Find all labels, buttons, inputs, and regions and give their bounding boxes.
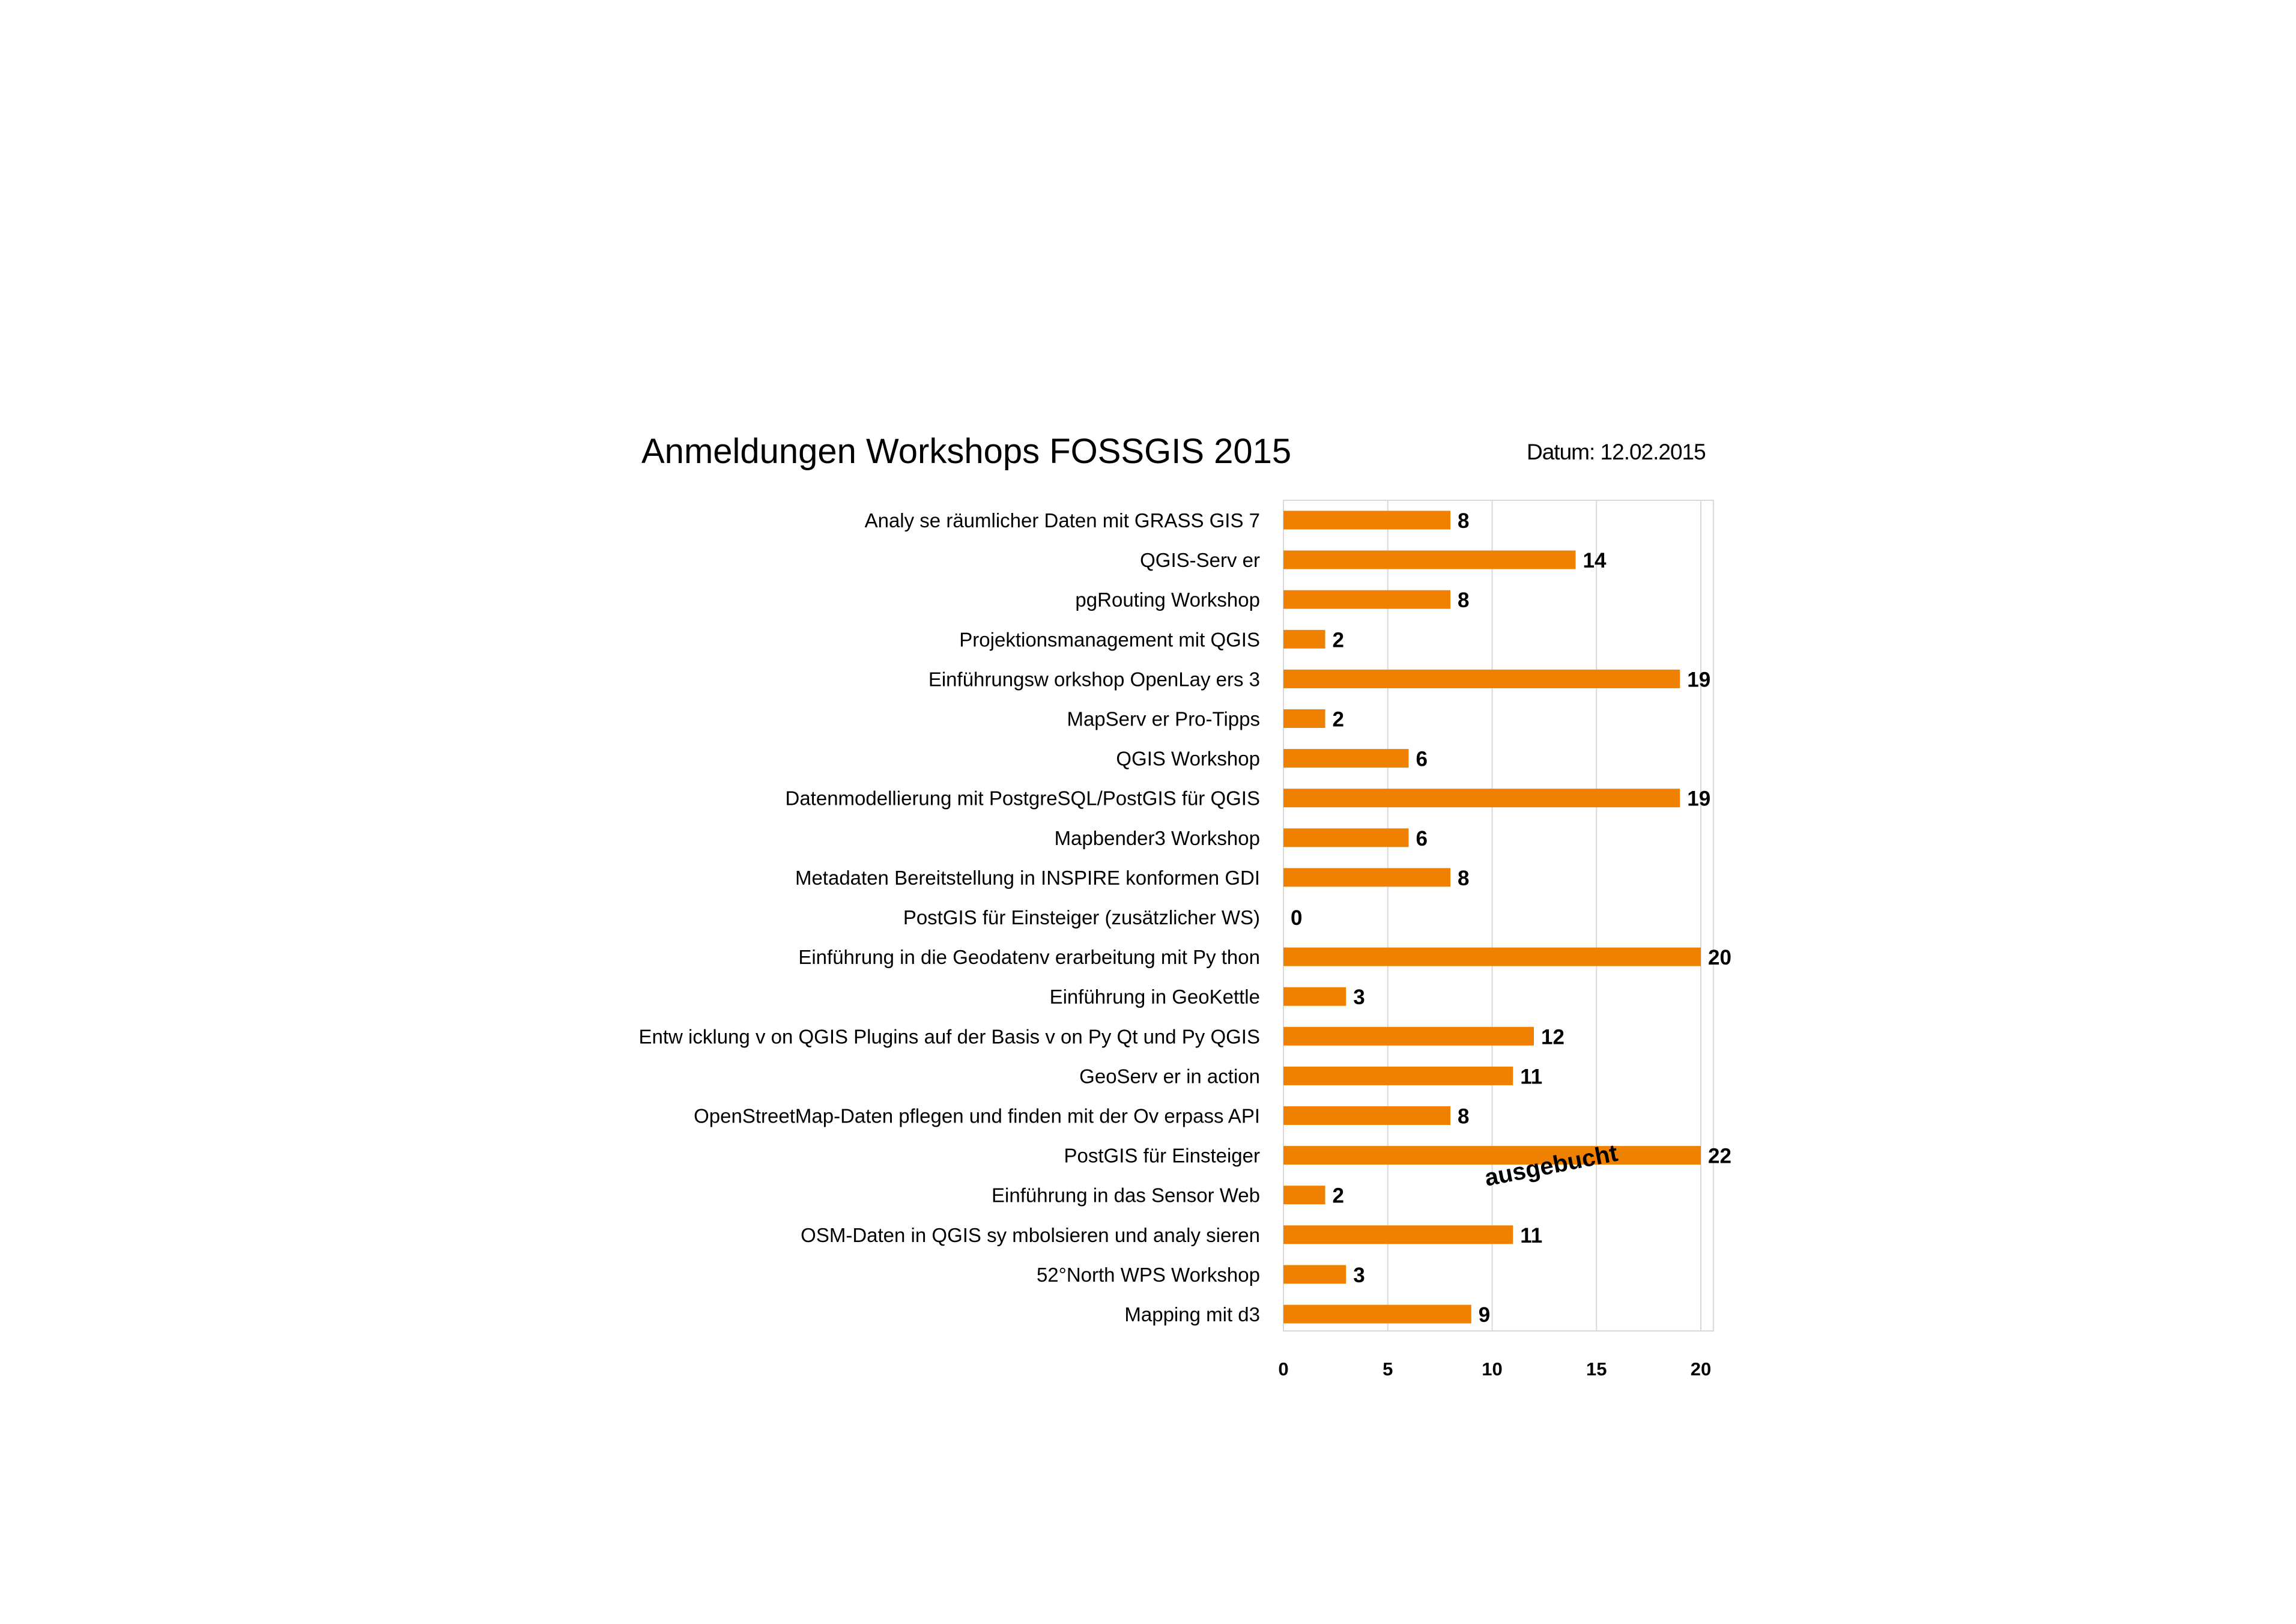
category-label: Einführung in das Sensor Web — [992, 1184, 1260, 1207]
value-label: 11 — [1520, 1223, 1543, 1247]
bar — [1283, 1225, 1513, 1244]
bar — [1283, 1067, 1513, 1085]
value-label: 8 — [1458, 589, 1470, 613]
bar — [1283, 987, 1346, 1006]
category-label: QGIS Workshop — [1116, 747, 1260, 770]
category-label: 52°North WPS Workshop — [1036, 1263, 1260, 1286]
value-label: 3 — [1353, 986, 1365, 1010]
value-label: 2 — [1332, 1184, 1344, 1208]
value-label: 6 — [1416, 826, 1428, 850]
bar — [1283, 1027, 1534, 1046]
value-label: 19 — [1687, 787, 1711, 811]
value-label: 6 — [1416, 747, 1428, 771]
x-tick-label: 15 — [1586, 1359, 1607, 1380]
category-label: Datenmodellierung mit PostgreSQL/PostGIS für QGIS — [785, 787, 1260, 810]
category-label: Einführung in GeoKettle — [1049, 986, 1260, 1008]
bar — [1283, 828, 1409, 847]
x-axis-ticks — [1278, 1359, 1711, 1380]
x-tick-label: 0 — [1278, 1359, 1289, 1380]
bar — [1283, 789, 1680, 807]
category-label: Metadaten Bereitstellung in INSPIRE konformen GDI — [795, 866, 1260, 889]
value-label: 3 — [1353, 1263, 1365, 1287]
value-labels — [1291, 509, 1731, 1327]
category-label: Einführungsw orkshop OpenLay ers 3 — [928, 668, 1260, 691]
bar — [1283, 1305, 1471, 1324]
bar — [1283, 749, 1409, 768]
value-label: 2 — [1332, 707, 1344, 732]
category-label: Projektionsmanagement mit QGIS — [959, 628, 1260, 651]
bar — [1283, 948, 1701, 966]
bar — [1283, 551, 1576, 569]
bar — [1283, 1265, 1346, 1283]
bar — [1283, 1106, 1450, 1125]
bar — [1283, 670, 1680, 688]
category-label: PostGIS für Einsteiger (zusätzlicher WS) — [903, 906, 1260, 929]
category-label: Mapbender3 Workshop — [1054, 826, 1260, 849]
date-label: Datum: 12.02.2015 — [1527, 440, 1706, 464]
value-label: 22 — [1708, 1144, 1731, 1168]
category-label: OpenStreetMap-Daten pflegen und finden mit der Ov erpass API — [694, 1104, 1260, 1127]
plot-frame — [1283, 500, 1713, 1331]
category-label: GeoServ er in action — [1079, 1065, 1260, 1088]
x-tick-label: 5 — [1383, 1359, 1393, 1380]
bar — [1283, 590, 1450, 609]
x-tick-label: 10 — [1482, 1359, 1503, 1380]
value-label: 8 — [1458, 1104, 1470, 1129]
bar — [1283, 511, 1450, 530]
x-tick-label: 20 — [1690, 1359, 1712, 1380]
category-label: OSM-Daten in QGIS sy mbolsieren und analy sieren — [801, 1223, 1260, 1246]
category-label: MapServ er Pro-Tipps — [1067, 707, 1260, 730]
category-label: Entw icklung v on QGIS Plugins auf der Basis v on Py Qt und Py QGIS — [638, 1025, 1260, 1048]
value-label: 20 — [1708, 946, 1731, 970]
bar — [1283, 630, 1325, 649]
category-label: Analy se räumlicher Daten mit GRASS GIS 7 — [864, 509, 1260, 532]
category-label: pgRouting Workshop — [1075, 589, 1260, 611]
bar — [1283, 709, 1325, 728]
bar — [1283, 1146, 1701, 1165]
bar — [1283, 868, 1450, 886]
value-label: 2 — [1332, 628, 1344, 652]
value-label: 19 — [1687, 668, 1711, 692]
category-label: Mapping mit d3 — [1124, 1303, 1260, 1326]
bar — [1283, 1186, 1325, 1204]
annotation-label: ausgebucht — [1482, 1139, 1620, 1192]
grid-lines — [1283, 500, 1713, 1331]
value-label: 14 — [1583, 549, 1607, 573]
value-label: 11 — [1520, 1065, 1543, 1089]
category-label: PostGIS für Einsteiger — [1064, 1144, 1260, 1167]
value-label: 0 — [1291, 906, 1303, 930]
category-label: Einführung in die Geodatenv erarbeitung mit Py thon — [798, 946, 1260, 969]
value-label: 9 — [1478, 1303, 1491, 1327]
value-label: 12 — [1541, 1025, 1564, 1049]
category-labels — [639, 509, 1260, 1326]
category-label: QGIS-Serv er — [1140, 549, 1260, 572]
value-label: 8 — [1458, 509, 1470, 533]
value-label: 8 — [1458, 866, 1470, 890]
chart-title: Anmeldungen Workshops FOSSGIS 2015 — [641, 432, 1292, 471]
